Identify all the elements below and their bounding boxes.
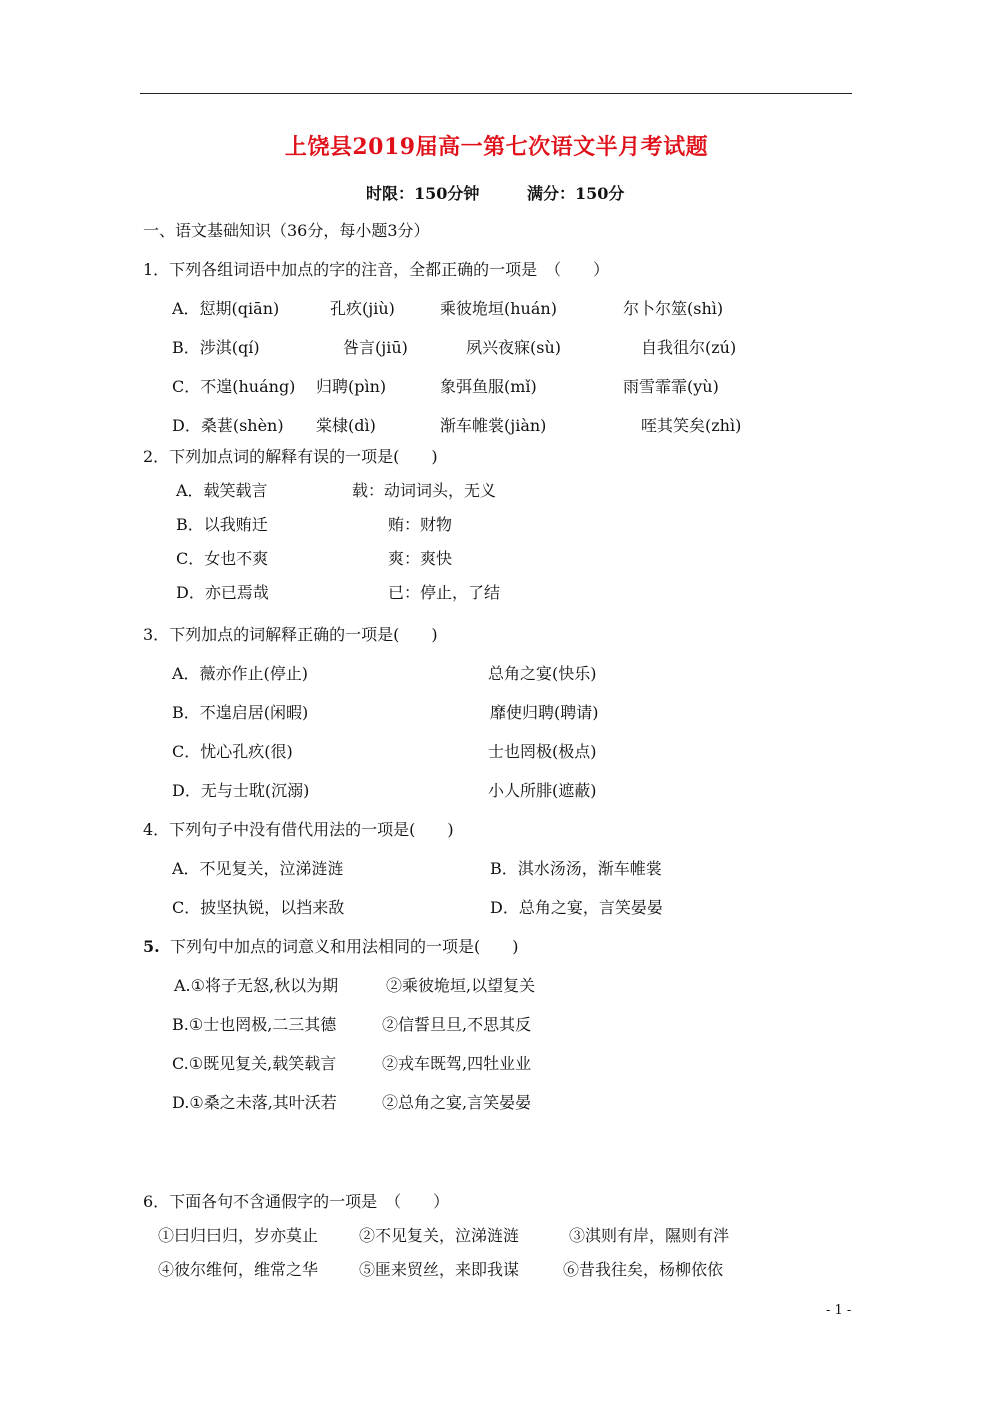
q1-option-d-1: D．桑葚(shèn) xyxy=(172,416,284,435)
q1-option-d-3: 渐车帷裳(jiàn) xyxy=(440,416,547,435)
q6-item-1: ①曰归曰归，岁亦莫止 xyxy=(158,1226,319,1245)
q5-option-b-1: B.①士也罔极,二三其德 xyxy=(172,1015,337,1034)
q1-option-a-1: A．愆期(qiān) xyxy=(172,299,280,318)
q5-option-d-2: ②总角之宴,言笑晏晏 xyxy=(382,1093,532,1112)
q4-option-b: B．淇水汤汤，渐车帷裳 xyxy=(490,859,662,878)
q2-option-a-gloss: 载：动词词头，无义 xyxy=(352,481,497,500)
q3-option-b-2: 靡使归聘(聘请) xyxy=(490,703,599,722)
q6-item-5: ⑤匪来贸丝，来即我谋 xyxy=(359,1260,520,1279)
q6-item-4: ④彼尔维何，维常之华 xyxy=(158,1260,319,1279)
q6-item-2: ②不见复关，泣涕涟涟 xyxy=(359,1226,520,1245)
section-heading: 一、语文基础知识（36分，每小题3分） xyxy=(143,221,430,240)
q2-option-b-gloss: 贿：财物 xyxy=(388,515,453,534)
q1-option-d-2: 棠棣(dì) xyxy=(316,416,376,435)
q1-option-b-3: 夙兴夜寐(sù) xyxy=(466,338,562,357)
header-rule xyxy=(140,93,852,94)
q1-option-b-2: 咎言(jiū) xyxy=(343,338,408,357)
q3-option-c-1: C．忧心孔疚(很) xyxy=(172,742,293,761)
q5-option-c-2: ②戎车既驾,四牡业业 xyxy=(382,1054,532,1073)
q1-option-c-2: 归聘(pìn) xyxy=(316,377,387,396)
q3-option-a-1: A．薇亦作止(停止) xyxy=(172,664,309,683)
q5-option-a-2: ②乘彼垝垣,以望复关 xyxy=(386,976,536,995)
q5-option-c-1: C.①既见复关,载笑载言 xyxy=(172,1054,337,1073)
q2-option-d-word: D．亦已焉哉 xyxy=(176,583,269,602)
q1-option-a-3: 乘彼垝垣(huán) xyxy=(440,299,557,318)
q2-option-c-word: C．女也不爽 xyxy=(176,549,269,568)
q2-option-b-word: B．以我贿迁 xyxy=(176,515,268,534)
q1-option-b-4: 自我徂尔(zú) xyxy=(641,338,737,357)
q1-option-a-4: 尔卜尔筮(shì) xyxy=(623,299,724,318)
q1-option-d-4: 咥其笑矣(zhì) xyxy=(641,416,742,435)
q3-option-b-1: B．不遑启居(闲暇) xyxy=(172,703,309,722)
q3-option-d-2: 小人所腓(遮蔽) xyxy=(488,781,597,800)
q5-option-d-1: D.①桑之未落,其叶沃若 xyxy=(172,1093,337,1112)
time-limit: 时限：150分钟 xyxy=(366,184,480,203)
q4-option-a: A．不见复关，泣涕涟涟 xyxy=(172,859,344,878)
question-5-stem: 下列句中加点的词意义和用法相同的一项是( ) xyxy=(170,937,519,956)
q6-item-6: ⑥昔我往矣，杨柳依依 xyxy=(563,1260,724,1279)
q2-option-c-gloss: 爽：爽快 xyxy=(388,549,453,568)
q1-option-a-2: 孔疚(jiù) xyxy=(330,299,395,318)
question-1-stem: 1．下列各组词语中加点的字的注音，全都正确的一项是 （ ） xyxy=(143,260,610,279)
question-3-stem: 3．下列加点的词解释正确的一项是( ) xyxy=(143,625,438,644)
question-4-stem: 4．下列句子中没有借代用法的一项是( ) xyxy=(143,820,454,839)
q1-option-c-1: C．不遑(huáng) xyxy=(172,377,296,396)
q3-option-d-1: D．无与士耽(沉溺) xyxy=(172,781,310,800)
q2-option-a-word: A．载笑载言 xyxy=(176,481,268,500)
page-number: - 1 - xyxy=(826,1303,852,1318)
q1-option-c-4: 雨雪霏霏(yù) xyxy=(623,377,719,396)
question-5-number: 5. xyxy=(143,937,160,956)
full-score: 满分：150分 xyxy=(527,184,625,203)
q4-option-c: C．披坚执锐，以挡来敌 xyxy=(172,898,345,917)
exam-title: 上饶县2019届高一第七次语文半月考试题 xyxy=(284,134,709,160)
q3-option-c-2: 士也罔极(极点) xyxy=(488,742,597,761)
question-2-stem: 2．下列加点词的解释有误的一项是( ) xyxy=(143,447,438,466)
q2-option-d-gloss: 已：停止，了结 xyxy=(388,583,501,602)
q1-option-c-3: 象弭鱼服(mǐ) xyxy=(440,377,537,396)
q4-option-d: D．总角之宴，言笑晏晏 xyxy=(490,898,663,917)
question-6-stem: 6．下面各句不含通假字的一项是 （ ） xyxy=(143,1192,450,1211)
q6-item-3: ③淇则有岸，隰则有泮 xyxy=(569,1226,730,1245)
q5-option-b-2: ②信誓旦旦,不思其反 xyxy=(382,1015,532,1034)
q5-option-a-1: A.①将子无怒,秋以为期 xyxy=(174,976,339,995)
q3-option-a-2: 总角之宴(快乐) xyxy=(488,664,597,683)
q1-option-b-1: B．涉淇(qí) xyxy=(172,338,260,357)
